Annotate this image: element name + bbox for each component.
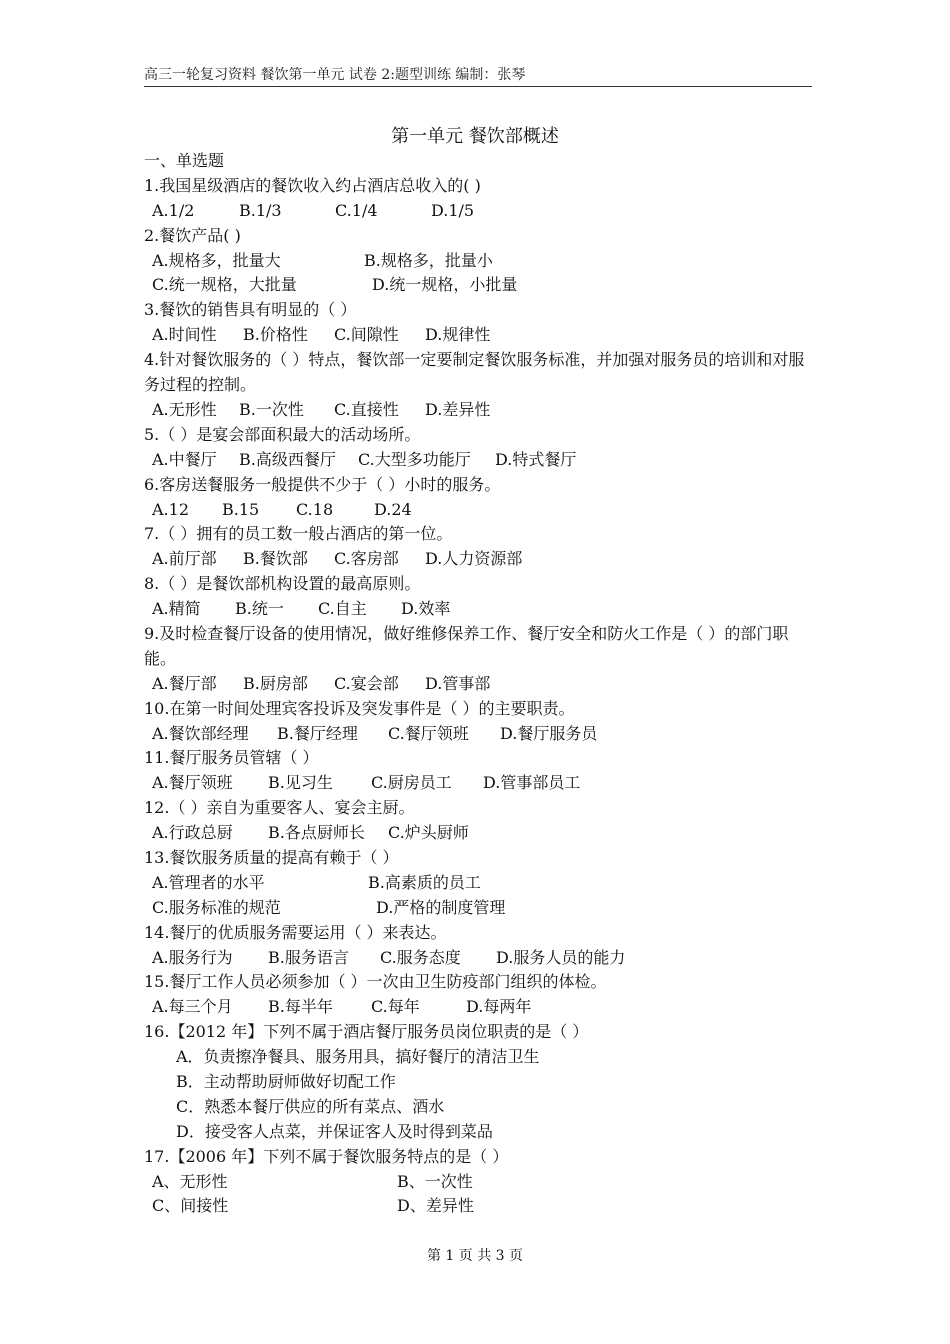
option: A.无形性 (152, 399, 217, 419)
option: D.统一规格，小批量 (372, 275, 518, 295)
options-12 (144, 821, 812, 846)
options-16 (144, 1045, 812, 1141)
option: A.12 (152, 499, 189, 519)
option: D.餐厅服务员 (500, 723, 598, 743)
options-6 (144, 498, 812, 523)
option: A.规格多，批量大 (152, 250, 281, 270)
option: A.管理者的水平 (152, 872, 265, 892)
option: D.规律性 (425, 325, 491, 345)
option: A.每三个月 (152, 997, 233, 1017)
option: A．负责擦净餐具、服务用具，搞好餐厅的清洁卫生 (176, 1047, 540, 1067)
question-15: 15.餐厅工作人员必须参加（ ）一次由卫生防疫部门组织的体检。 (144, 972, 607, 992)
option: D.24 (374, 499, 412, 519)
question-14: 14.餐厅的优质服务需要运用（ ）来表达。 (144, 922, 447, 942)
options-5 (144, 448, 812, 473)
question-9: 9.及时检查餐厅设备的使用情况，做好维修保养工作、餐厅安全和防火工作是（ ）的部门职能。 (144, 623, 789, 668)
option: B、一次性 (397, 1171, 473, 1191)
option: A.中餐厅 (152, 449, 217, 469)
question-7: 7.（ ）拥有的员工数一般占酒店的第一位。 (144, 524, 453, 544)
option: C.客房部 (334, 549, 399, 569)
option: D．接受客人点菜，并保证客人及时得到菜品 (176, 1121, 493, 1141)
option: C.每年 (371, 997, 420, 1017)
option: B.各点厨师长 (268, 823, 365, 843)
options-2 (144, 249, 812, 274)
option: D.服务人员的能力 (496, 947, 626, 967)
options-2b (144, 273, 812, 298)
option: A.1/2 (152, 200, 195, 220)
option: B.高素质的员工 (368, 872, 481, 892)
option: D.每两年 (466, 997, 532, 1017)
option: B.餐饮部 (243, 549, 308, 569)
option: C.统一规格，大批量 (152, 275, 297, 295)
option: D.管事部 (425, 673, 491, 693)
option: D.人力资源部 (425, 549, 523, 569)
options-10 (144, 722, 812, 747)
option: C.宴会部 (334, 673, 399, 693)
options-13 (144, 871, 812, 896)
section-heading: 一、单选题 (144, 151, 225, 170)
question-2: 2.餐饮产品( ) (144, 225, 241, 245)
option: A.精简 (152, 599, 201, 619)
option: B.每半年 (268, 997, 333, 1017)
question-5: 5.（ ）是宴会部面积最大的活动场所。 (144, 424, 421, 444)
option: C.自主 (318, 599, 367, 619)
question-4: 4.针对餐饮服务的（ ）特点，餐饮部一定要制定餐饮服务标准，并加强对服务员的培训和对服务过程的控制。 (144, 350, 805, 395)
option: D.效率 (401, 599, 451, 619)
question-6: 6.客房送餐服务一般提供不少于（ ）小时的服务。 (144, 474, 501, 494)
option: C.厨房员工 (371, 773, 452, 793)
option: C.服务态度 (380, 947, 461, 967)
option: A.服务行为 (152, 947, 233, 967)
option: C.1/4 (335, 200, 378, 220)
option: D.管事部员工 (483, 773, 581, 793)
option: B.服务语言 (268, 947, 349, 967)
option: C.间隙性 (334, 325, 399, 345)
options-1 (144, 199, 812, 224)
option: D.1/5 (431, 200, 475, 220)
options-9 (144, 672, 812, 697)
question-13: 13.餐饮服务质量的提高有赖于（ ） (144, 848, 399, 867)
option: C.餐厅领班 (388, 723, 469, 743)
option: B.一次性 (239, 399, 304, 419)
options-17 (144, 1170, 812, 1195)
option: C.炉头厨师 (388, 823, 469, 843)
option: B.高级西餐厅 (239, 449, 336, 469)
option: D.特式餐厅 (495, 449, 577, 469)
option: D、差异性 (397, 1196, 474, 1216)
options-3 (144, 323, 812, 348)
options-13b (144, 896, 812, 921)
options-4 (144, 398, 812, 423)
question-8: 8.（ ）是餐饮部机构设置的最高原则。 (144, 574, 421, 594)
option: A.餐厅领班 (152, 773, 233, 793)
option: B.餐厅经理 (277, 723, 358, 743)
options-15 (144, 995, 812, 1020)
option: A.前厅部 (152, 549, 217, 569)
option: B.统一 (235, 599, 284, 619)
options-8 (144, 597, 812, 622)
option: A、无形性 (152, 1171, 228, 1191)
question-12: 12.（ ）亲自为重要客人、宴会主厨。 (144, 798, 415, 818)
option: A.餐厅部 (152, 673, 217, 693)
option: C．熟悉本餐厅供应的所有菜点、酒水 (176, 1096, 445, 1116)
options-14 (144, 946, 812, 971)
options-7 (144, 547, 812, 572)
page-header: 高三一轮复习资料 餐饮第一单元 试卷 2:题型训练 编制：张琴 (144, 64, 812, 87)
question-16: 16.【2012 年】下列不属于酒店餐厅服务员岗位职责的是（ ） (144, 1022, 589, 1042)
question-list (144, 149, 812, 1219)
question-3: 3.餐饮的销售具有明显的（ ） (144, 300, 357, 320)
option: B.厨房部 (243, 673, 308, 693)
question-11: 11.餐厅服务员管辖（ ） (144, 748, 319, 768)
option: B.规格多，批量小 (364, 250, 493, 270)
option: A.时间性 (152, 325, 217, 345)
option: C、间接性 (152, 1196, 229, 1216)
option: C.18 (296, 499, 334, 519)
option: C.直接性 (334, 399, 399, 419)
question-1: 1.我国星级酒店的餐饮收入约占酒店总收入的( ) (144, 175, 481, 195)
option: B.价格性 (243, 325, 308, 345)
option: B.见习生 (268, 773, 333, 793)
page-title: 第一单元 餐饮部概述 (391, 126, 559, 147)
page-footer: 第 1 页 共 3 页 (426, 1248, 524, 1264)
option: B．主动帮助厨师做好切配工作 (176, 1072, 396, 1092)
option: C.服务标准的规范 (152, 897, 281, 917)
options-11 (144, 771, 812, 796)
option: A.餐饮部经理 (152, 723, 249, 743)
options-17b (144, 1194, 812, 1219)
option: A.行政总厨 (152, 823, 233, 843)
option: B.15 (222, 499, 260, 519)
question-17: 17.【2006 年】下列不属于餐饮服务特点的是（ ） (144, 1146, 509, 1166)
question-10: 10.在第一时间处理宾客投诉及突发事件是（ ）的主要职责。 (144, 698, 575, 718)
option: D.差异性 (425, 399, 491, 419)
option: D.严格的制度管理 (376, 897, 506, 917)
option: B.1/3 (239, 200, 282, 220)
option: C.大型多功能厅 (358, 449, 471, 469)
